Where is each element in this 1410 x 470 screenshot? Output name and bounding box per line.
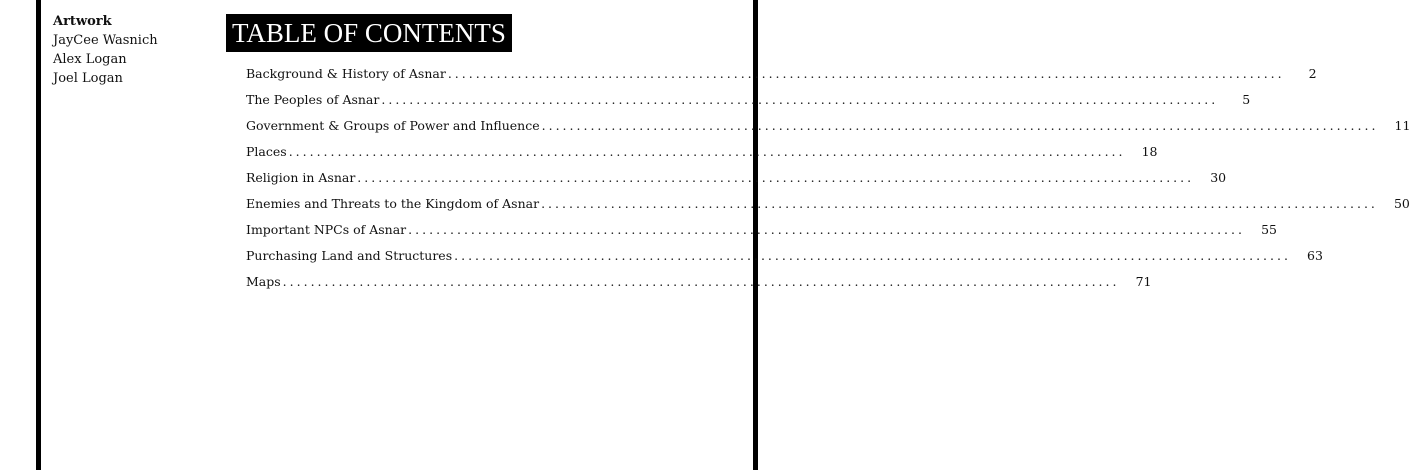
toc-entry-label: Purchasing Land and Structures bbox=[246, 248, 453, 263]
dot-leader: ........................................................................................................................ bbox=[282, 274, 1120, 289]
toc-entry-page: 71 bbox=[1135, 274, 1152, 289]
toc-entry-label: Important NPCs of Asnar bbox=[246, 222, 407, 237]
toc-entry-label: Enemies and Threats to the Kingdom of Asnar bbox=[246, 196, 540, 211]
toc-entry-label: Maps bbox=[246, 274, 281, 289]
toc-entry-page: 55 bbox=[1261, 222, 1277, 237]
toc-entry-page: 5 bbox=[1242, 92, 1251, 107]
toc-entry-label: Government & Groups of Power and Influence bbox=[246, 118, 540, 133]
dot-leader: ........................................................................................................................ bbox=[288, 144, 1126, 159]
toc-entry[interactable] bbox=[246, 64, 1317, 90]
toc-entry[interactable] bbox=[246, 116, 1410, 142]
toc-entry-page: 2 bbox=[1308, 66, 1317, 81]
toc-entry-page: 30 bbox=[1210, 170, 1227, 185]
toc-entry-label: Places bbox=[246, 144, 287, 159]
toc-entry[interactable] bbox=[246, 220, 1277, 246]
toc-entry[interactable] bbox=[246, 168, 1227, 194]
dot-leader: ........................................................................................................................ bbox=[447, 66, 1285, 81]
dot-leader: ........................................................................................................................ bbox=[454, 248, 1291, 263]
credit-name: Joel Logan bbox=[53, 71, 123, 86]
toc-entry[interactable] bbox=[246, 90, 1251, 116]
credits-heading: Artwork bbox=[53, 14, 112, 29]
dot-leader: ........................................................................................................................ bbox=[541, 196, 1378, 211]
dot-leader: ........................................................................................................................ bbox=[381, 92, 1219, 107]
toc-entry-page: 11 bbox=[1394, 118, 1410, 133]
toc-entry-page: 63 bbox=[1307, 248, 1323, 263]
toc-entry-page: 18 bbox=[1141, 144, 1158, 159]
credit-name: Alex Logan bbox=[53, 52, 127, 67]
toc-entry[interactable] bbox=[246, 246, 1323, 272]
dot-leader: ........................................................................................................................ bbox=[408, 222, 1245, 237]
toc-entry-page: 50 bbox=[1393, 196, 1410, 211]
dot-leader: ........................................................................................................................ bbox=[541, 118, 1379, 133]
toc-entry[interactable] bbox=[246, 194, 1410, 220]
table-of-contents bbox=[246, 64, 1410, 298]
toc-entry[interactable] bbox=[246, 142, 1158, 168]
toc-title: TABLE OF CONTENTS bbox=[226, 14, 512, 52]
dot-leader: ........................................................................................................................ bbox=[357, 170, 1195, 185]
toc-entry-label: Religion in Asnar bbox=[246, 170, 356, 185]
toc-entry-label: Background & History of Asnar bbox=[246, 66, 446, 81]
artwork-credits bbox=[53, 12, 158, 88]
toc-entry[interactable] bbox=[246, 272, 1152, 298]
credit-name: JayCee Wasnich bbox=[53, 33, 158, 48]
toc-entry-label: The Peoples of Asnar bbox=[246, 92, 380, 107]
